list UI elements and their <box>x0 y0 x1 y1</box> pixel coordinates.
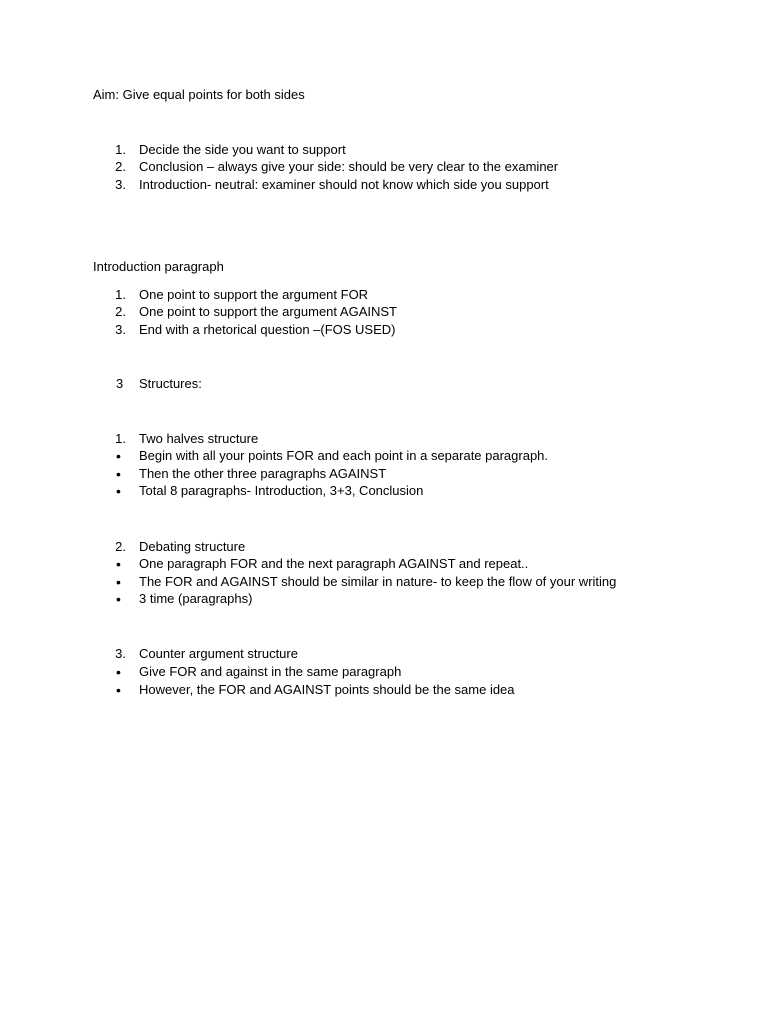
bullet-text: However, the FOR and AGAINST points should be the same idea <box>139 682 515 697</box>
list-marker: 1. <box>115 287 126 302</box>
list-marker: 2. <box>115 159 126 174</box>
bullet-text: Total 8 paragraphs- Introduction, 3+3, Conclusion <box>139 483 424 498</box>
bullet-text: Begin with all your points FOR and each point in a separate paragraph. <box>139 448 549 463</box>
structures-count: 3 <box>116 376 124 391</box>
bullet-text: One paragraph FOR and the next paragraph AGAINST and repeat.. <box>139 556 529 571</box>
bullet-icon: • <box>116 664 121 680</box>
bullet-icon: • <box>116 591 121 607</box>
list-marker: 3. <box>115 177 126 192</box>
structure-title: Debating structure <box>139 539 246 554</box>
list-marker: 1. <box>115 431 126 446</box>
bullet-icon: • <box>116 483 121 499</box>
intro-heading: Introduction paragraph <box>93 259 224 274</box>
list-item-text: Decide the side you want to support <box>139 142 346 157</box>
list-item-text: One point to support the argument FOR <box>139 287 369 302</box>
list-item-text: Conclusion – always give your side: should be very clear to the examiner <box>139 159 559 174</box>
list-marker: 3. <box>115 646 126 661</box>
bullet-icon: • <box>116 466 121 482</box>
list-marker: 2. <box>115 304 126 319</box>
aim-line: Aim: Give equal points for both sides <box>93 87 305 102</box>
bullet-text: The FOR and AGAINST should be similar in nature- to keep the flow of your writing <box>139 574 617 589</box>
list-marker: 3. <box>115 322 126 337</box>
structure-title: Two halves structure <box>139 431 259 446</box>
structures-label: Structures: <box>139 376 202 391</box>
list-item-text: End with a rhetorical question –(FOS USED) <box>139 322 396 337</box>
list-item-text: One point to support the argument AGAINST <box>139 304 397 319</box>
bullet-icon: • <box>116 556 121 572</box>
list-marker: 2. <box>115 539 126 554</box>
structure-title: Counter argument structure <box>139 646 298 661</box>
list-item-text: Introduction- neutral: examiner should not know which side you support <box>139 177 549 192</box>
bullet-icon: • <box>116 682 121 698</box>
bullet-text: Then the other three paragraphs AGAINST <box>139 466 387 481</box>
bullet-text: Give FOR and against in the same paragraph <box>139 664 402 679</box>
list-marker: 1. <box>115 142 126 157</box>
bullet-text: 3 time (paragraphs) <box>139 591 253 606</box>
bullet-icon: • <box>116 574 121 590</box>
bullet-icon: • <box>116 448 121 464</box>
